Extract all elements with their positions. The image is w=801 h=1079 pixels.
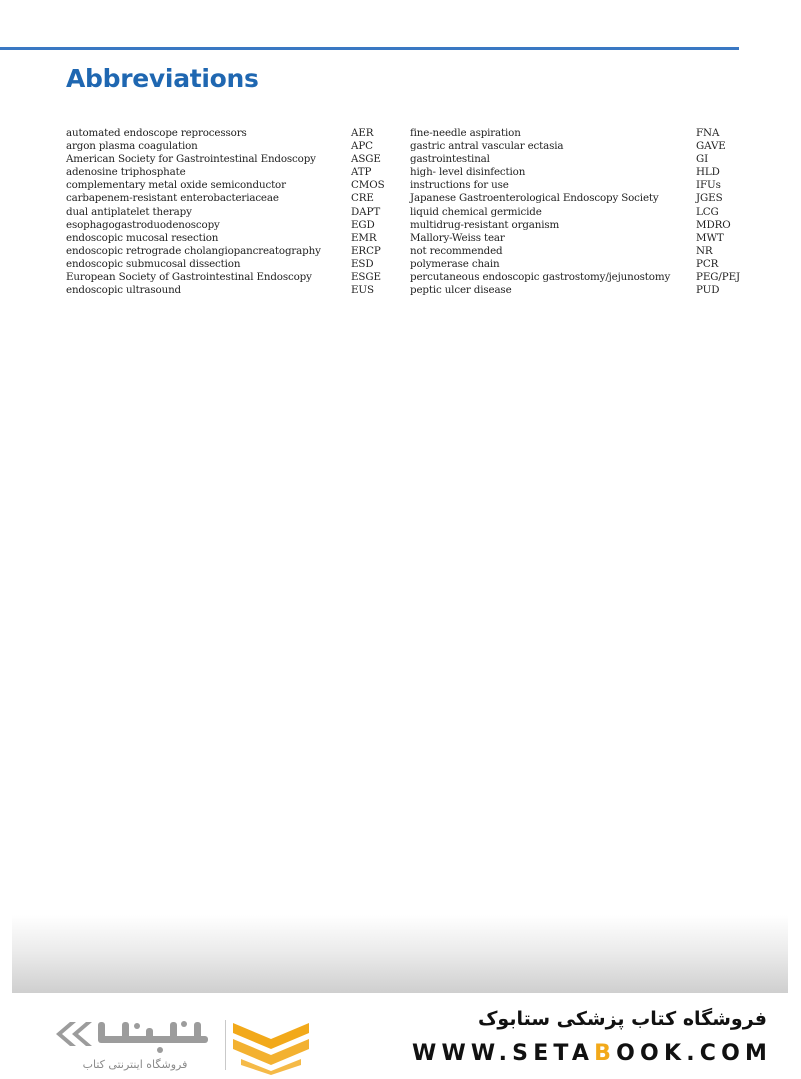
abbreviation-code: LCG — [696, 205, 719, 218]
abbreviation-term: argon plasma coagulation — [66, 140, 198, 153]
abbreviation-code: FNA — [696, 127, 720, 139]
abbreviation-row — [410, 179, 750, 192]
abbreviation-row — [410, 232, 750, 245]
abbreviation-term: Mallory-Weiss tear — [410, 231, 505, 244]
abbreviation-row — [66, 166, 386, 179]
abbreviation-row — [66, 232, 386, 245]
abbreviation-row — [66, 258, 386, 271]
abbreviation-row — [410, 140, 750, 153]
abbreviation-term: gastrointestinal — [410, 153, 490, 166]
abbreviation-code: MDRO — [696, 218, 731, 231]
abbreviation-row — [66, 127, 386, 140]
abbreviation-term: gastric antral vascular ectasia — [410, 140, 564, 153]
abbreviation-code: IFUs — [696, 179, 721, 192]
abbreviation-term: adenosine triphosphate — [66, 166, 186, 179]
abbreviation-term: peptic ulcer disease — [410, 284, 512, 297]
abbreviation-code: CMOS — [351, 179, 385, 192]
abbreviation-row — [66, 140, 386, 153]
abbreviation-row — [410, 219, 750, 232]
logo-tagline: فروشگاه اینترنتی کتاب — [82, 1058, 188, 1071]
abbreviation-row — [410, 206, 750, 219]
abbreviation-code: PCR — [696, 257, 719, 270]
abbreviation-code: EGD — [351, 218, 375, 231]
abbreviation-term: high- level disinfection — [410, 166, 526, 179]
abbreviation-list-right — [410, 127, 750, 297]
abbreviation-term: instructions for use — [410, 179, 509, 192]
abbreviation-code: GI — [696, 153, 709, 166]
footer-shadow — [12, 915, 788, 993]
abbreviation-code: AER — [351, 127, 374, 139]
abbreviation-term: endoscopic mucosal resection — [66, 231, 219, 244]
abbreviation-code: ESGE — [351, 271, 381, 284]
abbreviation-code: NR — [696, 244, 713, 257]
abbreviation-code: EUS — [351, 284, 374, 297]
abbreviation-term: liquid chemical germicide — [410, 205, 542, 218]
abbreviation-row — [66, 153, 386, 166]
abbreviation-term: fine-needle aspiration — [410, 127, 521, 139]
abbreviation-term: dual antiplatelet therapy — [66, 205, 192, 218]
abbreviation-code: ATP — [351, 166, 372, 179]
store-url-accent-letter: B — [594, 1041, 617, 1066]
abbreviation-row — [410, 258, 750, 271]
abbreviation-row — [410, 284, 750, 297]
abbreviation-code: EMR — [351, 231, 377, 244]
abbreviation-code: JGES — [696, 192, 723, 205]
abbreviation-term: endoscopic retrograde cholangiopancreatography — [66, 244, 321, 257]
abbreviation-term: American Society for Gastrointestinal Endoscopy — [66, 153, 316, 166]
abbreviation-term: endoscopic submucosal dissection — [66, 257, 241, 270]
abbreviation-row — [66, 245, 386, 258]
abbreviation-code: DAPT — [351, 205, 381, 218]
abbreviation-code: ESD — [351, 257, 374, 270]
abbreviation-term: automated endoscope reprocessors — [66, 127, 247, 139]
abbreviation-row — [66, 271, 386, 284]
setabook-logo-wordmark — [50, 1014, 220, 1056]
abbreviation-term: percutaneous endoscopic gastrostomy/jejunostomy — [410, 271, 671, 284]
page-title: Abbreviations — [66, 64, 259, 93]
abbreviation-row — [66, 219, 386, 232]
abbreviation-term: esophagogastroduodenoscopy — [66, 218, 220, 231]
abbreviation-row — [410, 192, 750, 205]
abbreviation-term: carbapenem-resistant enterobacteriaceae — [66, 192, 279, 205]
store-url-part: WWW.SETA — [412, 1041, 595, 1066]
abbreviation-code: PEG/PEJ — [696, 271, 741, 284]
abbreviation-code: CRE — [351, 192, 374, 205]
abbreviation-row — [66, 284, 386, 297]
abbreviation-code: MWT — [696, 231, 724, 244]
abbreviation-row — [410, 153, 750, 166]
abbreviation-term: not recommended — [410, 244, 503, 257]
abbreviation-row — [410, 166, 750, 179]
abbreviation-code: GAVE — [696, 140, 726, 153]
abbreviation-code: HLD — [696, 166, 720, 179]
abbreviation-term: Japanese Gastroenterological Endoscopy Society — [410, 192, 659, 205]
store-url-part: OOK.COM — [616, 1041, 773, 1066]
abbreviation-term: endoscopic ultrasound — [66, 284, 182, 297]
abbreviation-code: PUD — [696, 284, 720, 297]
abbreviation-term: polymerase chain — [410, 257, 500, 270]
logo-divider — [225, 1020, 226, 1070]
abbreviation-row — [66, 179, 386, 192]
abbreviation-term: complementary metal oxide semiconductor — [66, 179, 286, 192]
abbreviation-term: European Society of Gastrointestinal Endoscopy — [66, 271, 312, 284]
store-name: فروشگاه کتاب پزشکی ستابوک — [477, 1008, 767, 1030]
abbreviation-row — [66, 192, 386, 205]
abbreviation-code: APC — [351, 140, 373, 153]
abbreviation-row — [410, 245, 750, 258]
abbreviation-code: ERCP — [351, 244, 381, 257]
abbreviation-term: multidrug-resistant organism — [410, 218, 560, 231]
store-url[interactable] — [412, 1041, 772, 1066]
abbreviation-row — [410, 271, 750, 284]
abbreviation-code: ASGE — [351, 153, 381, 166]
abbreviation-list-left — [66, 127, 386, 297]
abbreviation-row — [66, 206, 386, 219]
book-chevron-icon — [233, 1017, 309, 1075]
top-rule — [0, 47, 739, 50]
abbreviation-row — [410, 127, 750, 140]
